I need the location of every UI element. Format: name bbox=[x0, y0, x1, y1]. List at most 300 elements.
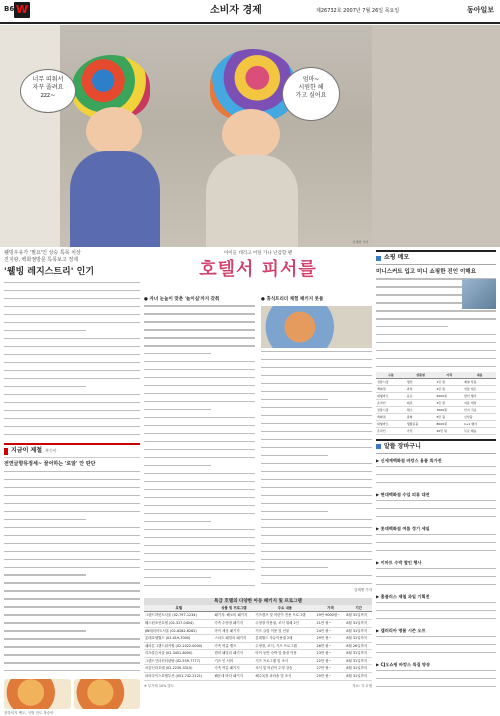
text-line bbox=[4, 362, 140, 368]
table-cell: 27만 원~ bbox=[316, 665, 346, 673]
shopping-item-text bbox=[376, 534, 496, 556]
table-cell: 3000원 bbox=[435, 406, 463, 413]
text-line bbox=[376, 500, 496, 506]
table-cell: 의류 bbox=[406, 399, 436, 406]
table-cell: 수영장, 조식, 키즈 프로그램 bbox=[254, 642, 315, 650]
package-row bbox=[144, 665, 372, 673]
table-header-cell: 기간 bbox=[345, 605, 372, 612]
text-line bbox=[144, 425, 255, 431]
article-headline: '웰빙 레지스트리' 인기 bbox=[4, 267, 95, 277]
table-cell: 서울신라호텔 (02-2230-3310) bbox=[144, 665, 214, 673]
table-cell: 신상품 bbox=[463, 413, 496, 420]
text-line bbox=[261, 407, 372, 413]
table-cell: 조식 및 어린이 수영 강습 bbox=[254, 665, 315, 673]
package-row bbox=[144, 619, 372, 627]
peach-photo-1 bbox=[4, 679, 71, 709]
table-header-cell: 호텔 bbox=[144, 605, 214, 612]
text-line bbox=[144, 553, 255, 559]
column-header bbox=[4, 443, 140, 458]
text-line bbox=[261, 391, 372, 397]
table-cell: 23만 원~ bbox=[316, 650, 346, 658]
text-line bbox=[376, 482, 496, 488]
table-header-cell: 가격 bbox=[316, 605, 346, 612]
text-line bbox=[261, 575, 372, 581]
text-line bbox=[144, 401, 255, 407]
text-line bbox=[144, 473, 255, 479]
shopping-memo-headline: 미니스커트 입고 미니 쇼핑한 진인 이해요 bbox=[376, 269, 476, 275]
text-line bbox=[4, 426, 140, 432]
table-cell: 생선 bbox=[406, 378, 436, 385]
shopping-item-text bbox=[376, 670, 496, 692]
shopping-item-title: ▶ 이마트 수박 할인 행사 bbox=[376, 559, 422, 565]
page-header bbox=[0, 0, 500, 24]
text-line bbox=[144, 321, 255, 327]
feature-text-right bbox=[261, 351, 372, 588]
text-line bbox=[4, 559, 140, 565]
text-line bbox=[261, 423, 372, 429]
article-body-text bbox=[4, 282, 140, 439]
text-line bbox=[144, 537, 255, 543]
package-row bbox=[144, 635, 372, 643]
text-line bbox=[261, 415, 372, 421]
table-cell: 스마트 패밀리 패키지 bbox=[214, 635, 255, 643]
text-line bbox=[376, 358, 496, 364]
text-line bbox=[4, 646, 140, 652]
text-line bbox=[376, 542, 496, 548]
text-line bbox=[261, 559, 372, 565]
text-line bbox=[261, 447, 372, 453]
table-cell: 아이 동반 숙박 및 풀장 이용 bbox=[254, 650, 315, 658]
package-row bbox=[144, 673, 372, 681]
table-cell: 8월 31일까지 bbox=[345, 673, 372, 681]
section-logo: W bbox=[15, 3, 29, 16]
shopping-basket-title: 알뜰 장바구니 bbox=[384, 442, 421, 450]
text-line bbox=[261, 463, 372, 469]
table-header-cell: 가격 bbox=[435, 372, 463, 379]
shopping-item-title: ▶ 갤러리아 명품 시즌 오프 bbox=[376, 627, 426, 633]
table-header-cell: 상품명 bbox=[406, 372, 436, 379]
article-subhead: 웰빙우유가 '필요'인 상승 특목 치상 진지팡, 백화점방문 특목보고 정제 bbox=[4, 250, 81, 263]
column-body-text bbox=[4, 471, 140, 676]
table-cell: 파라다이스호텔부산 (051-742-2121) bbox=[144, 673, 214, 681]
text-line bbox=[144, 489, 255, 495]
text-line bbox=[376, 318, 496, 324]
shopping-item-title: ▶ 현대백화점 수입 의류 대전 bbox=[376, 491, 430, 497]
table-header-cell: 주요 내용 bbox=[254, 605, 315, 612]
text-line bbox=[4, 314, 140, 320]
column-marker bbox=[376, 256, 381, 261]
shopping-item-title: ▶ 홈플러스 제철 과일 기획전 bbox=[376, 593, 430, 599]
text-line bbox=[4, 487, 140, 493]
lead-photo bbox=[0, 25, 372, 247]
text-line bbox=[144, 337, 255, 343]
text-line bbox=[4, 535, 140, 541]
text-line bbox=[261, 511, 328, 517]
text-line bbox=[144, 329, 255, 335]
table-cell: 8월 31일까지 bbox=[345, 657, 372, 665]
package-row bbox=[144, 642, 372, 650]
text-line bbox=[4, 322, 140, 328]
text-line bbox=[376, 576, 496, 582]
text-line bbox=[144, 353, 211, 359]
table-header-cell: 상품 및 프로그램 bbox=[214, 605, 255, 612]
feature-article bbox=[144, 250, 372, 688]
text-line bbox=[376, 474, 496, 480]
text-line bbox=[4, 606, 140, 612]
table-cell: 썸머 패밀리 패키지 bbox=[214, 650, 255, 658]
text-line bbox=[144, 457, 255, 463]
text-line bbox=[261, 551, 372, 557]
text-line bbox=[4, 590, 140, 596]
table-cell: 제철 상품 bbox=[463, 378, 496, 385]
text-line bbox=[376, 636, 496, 642]
section-title: 소비자 경제 bbox=[210, 5, 262, 16]
text-line bbox=[376, 334, 496, 340]
text-line bbox=[261, 431, 372, 437]
text-line bbox=[4, 290, 140, 296]
column-topic: 복숭아 bbox=[45, 448, 57, 454]
table-cell: 8000원 bbox=[435, 420, 463, 427]
table-cell: 해수욕장 파라솔 및 조식 bbox=[254, 673, 315, 681]
text-line bbox=[261, 567, 328, 573]
page-number: B6 bbox=[4, 5, 15, 13]
text-line bbox=[4, 418, 140, 424]
text-line bbox=[144, 305, 255, 311]
text-line bbox=[144, 449, 255, 455]
peach-photo-2 bbox=[74, 679, 141, 709]
text-line bbox=[144, 569, 255, 575]
table-cell: 할인 행사 bbox=[463, 392, 496, 399]
table-cell: 대형마트 bbox=[376, 392, 406, 399]
text-line bbox=[4, 394, 140, 400]
text-line bbox=[144, 505, 255, 511]
column-marker bbox=[376, 444, 381, 449]
table-cell: 롯데호텔월드 (02-419-7000) bbox=[144, 635, 214, 643]
package-row bbox=[144, 612, 372, 620]
text-line bbox=[4, 330, 86, 336]
text-line bbox=[376, 310, 496, 316]
table-cell: 키즈 클럽 이용 및 선물 bbox=[254, 627, 315, 635]
text-line bbox=[261, 471, 372, 477]
table-cell: 8월 31일까지 bbox=[345, 619, 372, 627]
text-line bbox=[4, 598, 140, 604]
text-line bbox=[4, 551, 140, 557]
table-cell: 생활용품 bbox=[406, 420, 436, 427]
table-cell: 26만 원~ bbox=[316, 642, 346, 650]
table-cell: 산지 직송 bbox=[463, 406, 496, 413]
table-cell: 20만 원 bbox=[435, 427, 463, 434]
text-line bbox=[144, 417, 255, 423]
table-cell: 여름 세일 bbox=[463, 399, 496, 406]
feature-text-left bbox=[144, 305, 255, 590]
table-notes bbox=[144, 683, 372, 689]
text-line bbox=[4, 495, 140, 501]
text-line bbox=[4, 503, 140, 509]
text-line bbox=[144, 577, 211, 583]
shopping-memo-title: 쇼핑 메모 bbox=[384, 254, 410, 261]
text-line bbox=[261, 543, 372, 549]
baby-right-body bbox=[206, 155, 298, 247]
text-line bbox=[261, 495, 372, 501]
text-line bbox=[144, 441, 255, 447]
package-table bbox=[144, 605, 372, 681]
shopping-item-text bbox=[376, 466, 496, 488]
table-cell: 온라인 bbox=[376, 399, 406, 406]
text-line bbox=[261, 455, 328, 461]
text-line bbox=[376, 686, 496, 692]
speech-bubble-right: 엄마~ 시원한 해 가고 싶어요 bbox=[282, 67, 340, 121]
table-cell: 5만 원 bbox=[435, 413, 463, 420]
text-line bbox=[376, 610, 496, 616]
text-line bbox=[261, 487, 372, 493]
text-line bbox=[376, 534, 496, 540]
text-line bbox=[4, 519, 86, 525]
fruit-caption: 전하의지 백도, 식방 전도 복숭아 bbox=[4, 710, 54, 715]
table-cell: 키즈 프로그램 및 조식 bbox=[254, 657, 315, 665]
text-line bbox=[376, 618, 496, 624]
shopping-basket-header bbox=[376, 439, 496, 454]
text-line bbox=[4, 511, 140, 517]
table-cell: 1만 원 bbox=[435, 378, 463, 385]
photo-right-background bbox=[372, 25, 500, 247]
table-cell: 무료 배송 bbox=[463, 427, 496, 434]
text-line bbox=[4, 402, 140, 408]
package-row bbox=[144, 650, 372, 658]
text-line bbox=[4, 471, 140, 477]
text-line bbox=[4, 479, 140, 485]
feature-subhead: 아이들 데리고 어딜 가나 난감할 땐 bbox=[223, 251, 292, 256]
text-line bbox=[144, 481, 255, 487]
text-line bbox=[376, 342, 496, 348]
shopping-item-text bbox=[376, 602, 496, 624]
text-line bbox=[4, 638, 140, 644]
text-line bbox=[4, 370, 140, 376]
market-row bbox=[376, 427, 496, 434]
text-line bbox=[144, 585, 255, 591]
market-row bbox=[376, 392, 496, 399]
issue-date: 제26732호 2007년 7월 26일 목요일 bbox=[316, 8, 400, 14]
table-cell: 잡화 bbox=[406, 413, 436, 420]
baby-right-face bbox=[222, 109, 280, 159]
text-line bbox=[4, 567, 140, 573]
text-line bbox=[144, 433, 255, 439]
text-line bbox=[261, 535, 372, 541]
market-row bbox=[376, 413, 496, 420]
text-line bbox=[4, 282, 140, 288]
text-line bbox=[144, 369, 255, 375]
market-row bbox=[376, 420, 496, 427]
text-line bbox=[4, 670, 140, 676]
feature-body bbox=[144, 295, 372, 594]
table-note: ※ 부가세 10% 별도 bbox=[144, 683, 174, 688]
text-line bbox=[4, 622, 140, 628]
text-line bbox=[376, 602, 496, 608]
package-row bbox=[144, 657, 372, 665]
text-line bbox=[261, 359, 372, 365]
text-line bbox=[144, 561, 255, 567]
newspaper-name: 동아일보 bbox=[466, 6, 494, 14]
text-line bbox=[4, 630, 86, 636]
feature-subsection-1: ● 자녀 눈높이 맞춘 '놀이실'까지 갖춰 bbox=[144, 297, 220, 302]
text-line bbox=[4, 354, 140, 360]
table-cell: 전통시장 bbox=[376, 378, 406, 385]
text-line bbox=[4, 306, 140, 312]
text-line bbox=[144, 393, 255, 399]
table-cell: 5000원 bbox=[435, 392, 463, 399]
package-table-title: 특급 호텔의 다양한 아동 패키지 및 프로그램 bbox=[144, 598, 372, 605]
table-cell: 아이 세상 패키지 bbox=[214, 627, 255, 635]
shopping-item-text bbox=[376, 636, 496, 658]
table-cell: 채소 bbox=[406, 406, 436, 413]
shopping-memo-photo bbox=[462, 279, 496, 309]
table-cell: 그랜드하얏트서울 (02-797-1234) bbox=[144, 612, 214, 620]
table-cell: 25만 원~ bbox=[316, 673, 346, 681]
table-cell: 롯데월드 자유이용권 2매 bbox=[254, 635, 315, 643]
text-line bbox=[376, 568, 496, 574]
text-line bbox=[261, 383, 372, 389]
text-line bbox=[376, 584, 496, 590]
text-line bbox=[4, 434, 140, 440]
text-line bbox=[4, 543, 140, 549]
text-line bbox=[376, 508, 496, 514]
column-title: 지금이 제철 bbox=[11, 447, 43, 455]
text-line bbox=[376, 350, 496, 356]
table-cell: 3만 원 bbox=[435, 399, 463, 406]
market-row bbox=[376, 378, 496, 385]
text-line bbox=[376, 516, 496, 522]
text-line bbox=[376, 670, 496, 676]
table-cell: 리츠칼튼서울 (02-3451-8000) bbox=[144, 650, 214, 658]
text-line bbox=[376, 678, 496, 684]
table-cell: 키즈캠프 및 어린이 전용 프로그램 bbox=[254, 612, 315, 620]
text-line bbox=[4, 662, 140, 668]
feature-subsection-2: ● 휴식트리더 체험 패키지 봇물 bbox=[261, 297, 324, 302]
text-line bbox=[376, 550, 496, 556]
text-line bbox=[261, 375, 372, 381]
shopping-memo-header bbox=[376, 250, 496, 265]
shopping-item-text bbox=[376, 568, 496, 590]
text-line bbox=[376, 466, 496, 472]
table-cell: 8월 31일까지 bbox=[345, 612, 372, 620]
text-line bbox=[4, 582, 140, 588]
table-cell: 온라인 bbox=[376, 427, 406, 434]
table-cell: 8월 26일까지 bbox=[345, 642, 372, 650]
text-line bbox=[261, 399, 328, 405]
package-row bbox=[144, 627, 372, 635]
table-cell: 대형마트 bbox=[376, 420, 406, 427]
text-line bbox=[4, 378, 140, 384]
market-price-table bbox=[376, 372, 496, 435]
table-cell: 선물 세트 bbox=[463, 385, 496, 392]
text-line bbox=[4, 654, 140, 660]
text-line bbox=[261, 479, 372, 485]
market-row bbox=[376, 385, 496, 392]
text-line bbox=[4, 338, 140, 344]
table-cell: 백화점 bbox=[376, 413, 406, 420]
table-cell: 패키지: 해오미 패키지 bbox=[214, 612, 255, 620]
text-line bbox=[376, 326, 448, 332]
table-cell: 가족 여름 캠프 bbox=[214, 642, 255, 650]
baby-left-body bbox=[70, 151, 160, 247]
table-cell: 쉐라톤그랜드워커힐 (02-2022-0000) bbox=[144, 642, 214, 650]
table-cell: 29만 원~ bbox=[316, 635, 346, 643]
table-cell: 22만 원~ bbox=[316, 657, 346, 665]
text-line bbox=[376, 644, 496, 650]
market-row bbox=[376, 399, 496, 406]
table-cell: 과일 bbox=[406, 385, 436, 392]
table-cell: 가전 bbox=[406, 427, 436, 434]
text-line bbox=[144, 513, 255, 519]
text-line bbox=[144, 521, 211, 527]
feature-byline: 김재명 기자 bbox=[353, 588, 372, 593]
table-header-cell: 구분 bbox=[376, 372, 406, 379]
table-cell: 웨스틴조선호텔 (02-317-0404) bbox=[144, 619, 214, 627]
shopping-item-title: ▶ 롯데백화점 여름 정기 세일 bbox=[376, 525, 430, 531]
table-cell: 2만 원 bbox=[435, 385, 463, 392]
table-cell: 가족 수영장 패키지 bbox=[214, 619, 255, 627]
text-line bbox=[4, 410, 140, 416]
column-headline: 전연글향뮤정세~ 꿀어하는 '로알' 안 딴단 bbox=[4, 461, 96, 468]
text-line bbox=[261, 439, 372, 445]
table-cell: 8월 31일까지 bbox=[345, 650, 372, 658]
table-cell: 가족 여름 패키지 bbox=[214, 665, 255, 673]
text-line bbox=[4, 527, 140, 533]
text-line bbox=[144, 377, 255, 383]
table-cell: 1+1 행사 bbox=[463, 420, 496, 427]
table-cell: 21만 원~ bbox=[316, 619, 346, 627]
right-column bbox=[376, 250, 496, 688]
text-line bbox=[144, 529, 255, 535]
text-line bbox=[376, 652, 496, 658]
table-cell: 24만 원~ bbox=[316, 627, 346, 635]
table-source: 자료: 각 호텔 bbox=[352, 683, 372, 688]
table-cell: 19만 9000원~ bbox=[316, 612, 346, 620]
column-marker bbox=[4, 448, 8, 455]
feature-title: 호텔서 피서를 bbox=[199, 259, 317, 280]
text-line bbox=[261, 503, 372, 509]
kids-photo bbox=[261, 306, 372, 348]
shopping-item-text bbox=[376, 500, 496, 522]
market-row bbox=[376, 406, 496, 413]
shopping-item-title: ▶ 신세계백화점 바캉스 용품 특가전 bbox=[376, 457, 442, 463]
table-cell: 그랜드인터컨티넨탈 (02-559-7777) bbox=[144, 657, 214, 665]
text-line bbox=[144, 545, 255, 551]
table-header-cell: 내용 bbox=[463, 372, 496, 379]
text-line bbox=[4, 614, 140, 620]
table-cell: 키즈 인 서머 bbox=[214, 657, 255, 665]
text-line bbox=[4, 298, 140, 304]
fruit-photos bbox=[4, 679, 140, 709]
table-cell: 수영장 이용권, 조식 뷔페 2인 bbox=[254, 619, 315, 627]
text-line bbox=[144, 345, 255, 351]
feature-banner bbox=[144, 257, 372, 293]
baby-left-face bbox=[86, 107, 142, 155]
text-line bbox=[144, 361, 255, 367]
text-line bbox=[144, 497, 255, 503]
shopping-item-title: ▶ CJ오쇼핑 바캉스 특집 방송 bbox=[376, 661, 431, 667]
table-cell: 백화점 bbox=[376, 385, 406, 392]
photo-background bbox=[0, 25, 60, 247]
text-line bbox=[261, 367, 372, 373]
text-line bbox=[4, 574, 86, 580]
shopping-basket-list bbox=[376, 458, 496, 692]
table-cell: 8월 31일까지 bbox=[345, 635, 372, 643]
table-cell: 전통시장 bbox=[376, 406, 406, 413]
text-line bbox=[4, 346, 140, 352]
text-line bbox=[4, 386, 86, 392]
text-line bbox=[144, 465, 211, 471]
speech-bubble-left: 너무 띠워서 자꾸 졸려요 zzz~ bbox=[20, 69, 76, 113]
